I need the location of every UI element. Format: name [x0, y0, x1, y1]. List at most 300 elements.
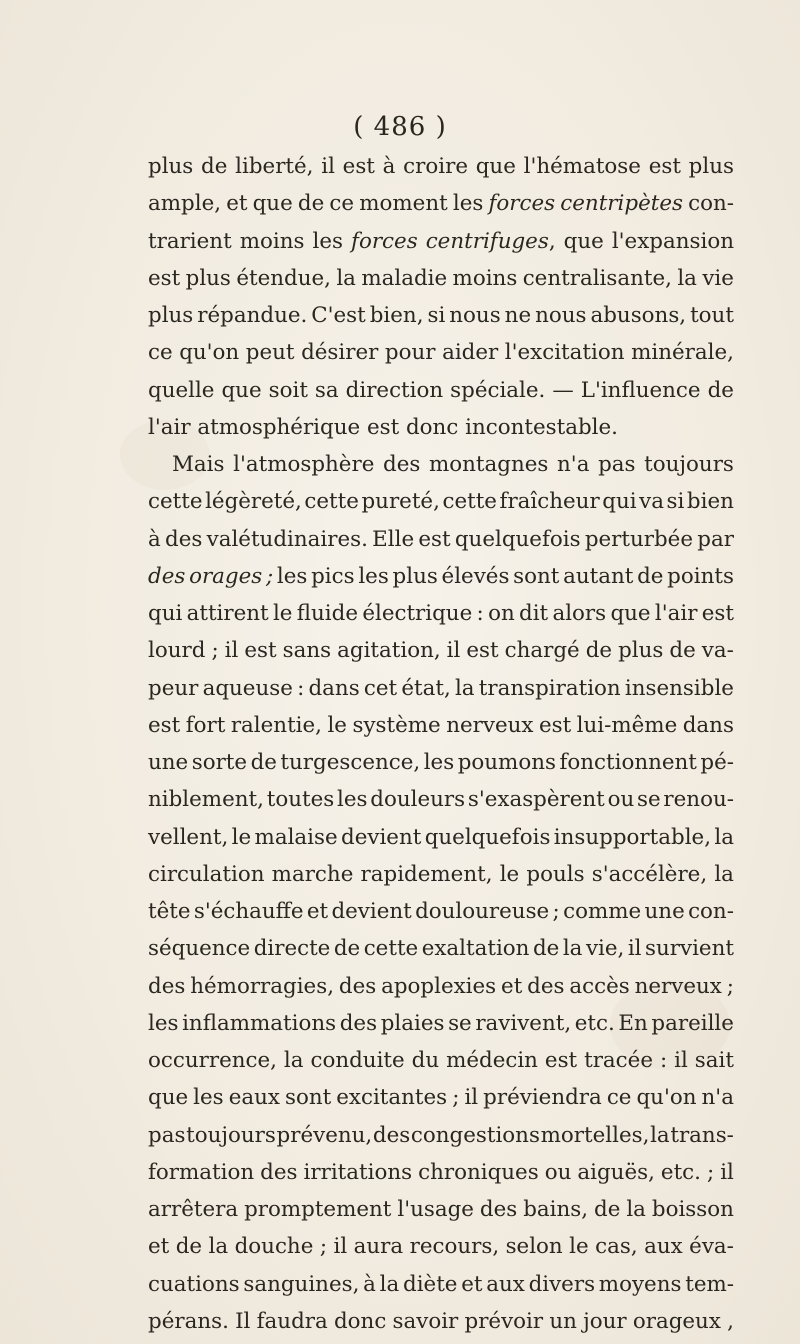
word: orages [189, 563, 263, 589]
word: trarient [148, 228, 232, 254]
word: toujours [644, 452, 734, 477]
word: fort [185, 712, 226, 738]
word: de [201, 154, 228, 179]
word: etc. [660, 1159, 701, 1185]
word: ravivent, [475, 1010, 572, 1036]
word: quelquefois [454, 526, 581, 552]
text-line [148, 1005, 734, 1042]
word: cuations [148, 1271, 240, 1297]
word: électrique [362, 601, 473, 626]
word: renou- [663, 787, 734, 813]
word: n'a [557, 452, 590, 477]
word: croire [403, 154, 468, 179]
word: ; [552, 899, 560, 924]
word: promptement [244, 1197, 392, 1222]
text-line [148, 185, 734, 222]
word: douche [234, 1234, 314, 1260]
word: des [148, 973, 186, 999]
word: : [476, 601, 484, 626]
word: chargé [504, 638, 580, 664]
word: plus [148, 154, 194, 179]
word: et [306, 899, 329, 924]
word: accès [569, 973, 630, 999]
word: s'échauffe [193, 899, 304, 924]
word: plus [688, 154, 734, 179]
word: conduite [310, 1048, 405, 1073]
word: toutes [266, 787, 335, 813]
word: moment [359, 191, 448, 217]
word: recours, [409, 1234, 500, 1260]
word: pouls [526, 861, 585, 887]
text-line [148, 968, 734, 1005]
word: plus [148, 303, 194, 328]
word: qu'on [636, 1085, 697, 1111]
word: maladie [361, 265, 448, 291]
word: aqueuse [202, 675, 293, 701]
word: il [464, 1085, 479, 1111]
word: préviendra [483, 1085, 602, 1111]
word: l'expansion [611, 228, 734, 254]
word: il [224, 638, 239, 664]
page-number: ( 486 ) [353, 112, 447, 142]
word: le [231, 824, 252, 850]
word: tracée [584, 1048, 653, 1073]
text-segment: l'air atmosphérique est donc incontestable. [148, 414, 618, 440]
word: va- [701, 638, 734, 664]
text-line [148, 1079, 734, 1116]
word: aux [486, 1271, 525, 1297]
word: à [148, 526, 161, 552]
word: légèreté, [205, 489, 302, 515]
text-line [148, 297, 734, 334]
word: les [423, 750, 455, 775]
word: devient [331, 899, 412, 924]
word: et [148, 1234, 170, 1260]
word: liberté, [235, 154, 314, 179]
word: pérans. [148, 1308, 229, 1334]
word: sont [284, 1085, 332, 1111]
word: le [327, 712, 347, 738]
text-line [148, 334, 734, 371]
word: sa [314, 377, 339, 403]
word: système [352, 712, 441, 738]
word: dans [308, 675, 360, 701]
word: étendue, [236, 265, 331, 291]
word: con- [688, 191, 734, 217]
word: des [383, 452, 421, 477]
word: malaise [254, 824, 338, 850]
word: cette [442, 489, 497, 515]
word: pas [598, 452, 636, 477]
word: élevés [441, 563, 510, 589]
word: de [297, 191, 325, 217]
word: plus [618, 638, 664, 664]
word: de [333, 936, 361, 962]
word: dit [519, 601, 549, 626]
word: la [626, 1197, 646, 1222]
word: orageux [632, 1308, 721, 1334]
word: la [208, 1234, 229, 1260]
word: le [272, 601, 293, 626]
word: vie [702, 265, 734, 291]
word: est [244, 638, 277, 664]
word: les [193, 1085, 224, 1111]
word: l'atmosphère [233, 452, 375, 477]
text-line [148, 446, 734, 483]
word: sorte [191, 750, 248, 775]
word: Il [235, 1308, 251, 1334]
word: et [226, 191, 248, 217]
word: l'hématose [523, 154, 641, 179]
text-line [148, 632, 734, 669]
word: C'est [311, 303, 366, 328]
word: Mais [172, 452, 225, 477]
word: que [221, 377, 262, 403]
word: et [501, 973, 523, 999]
word: du [411, 1048, 440, 1073]
word: selon [505, 1234, 563, 1260]
word: le [499, 861, 520, 887]
text-line [148, 819, 734, 856]
word: jour [583, 1308, 627, 1334]
word: à [382, 154, 396, 179]
word: circulation [148, 861, 265, 887]
word: ou [607, 787, 635, 813]
word: plaies [380, 1010, 445, 1036]
word: fluide [296, 601, 359, 626]
word: ample, [148, 191, 222, 217]
word: moins [452, 265, 518, 291]
word: désirer [301, 340, 379, 366]
word: des [479, 1197, 518, 1222]
word: il [674, 1048, 688, 1073]
word: éva- [689, 1234, 734, 1260]
word: va [639, 489, 664, 515]
word: : [659, 1048, 668, 1073]
word: des [527, 973, 565, 999]
word: la [677, 265, 697, 291]
word: il [720, 1159, 734, 1185]
word: ou [544, 1159, 572, 1185]
text-line [148, 1266, 734, 1303]
word: nous [535, 303, 587, 328]
word: répandue. [197, 303, 308, 328]
word: pics [311, 563, 355, 589]
text-line [148, 670, 734, 707]
word: aider [442, 340, 499, 366]
word: centripètes [560, 191, 683, 217]
word: est [701, 601, 734, 626]
word: minérale, [631, 340, 734, 366]
word: bains, [523, 1197, 589, 1222]
word: ; [319, 1234, 328, 1260]
text-line [148, 1303, 734, 1340]
word: divers [528, 1271, 596, 1297]
word: est [466, 638, 499, 664]
word: de [250, 750, 277, 775]
text-line [148, 856, 734, 893]
word: il [333, 1234, 348, 1260]
word: transpiration [478, 675, 621, 701]
word: pureté, [361, 489, 440, 515]
text-line [148, 1228, 734, 1265]
word: insupportable, [553, 824, 711, 850]
word: s'accélère, [591, 861, 708, 887]
word: lourd [148, 638, 206, 664]
word: la [714, 861, 734, 887]
word: que [252, 191, 293, 217]
word: trans- [670, 1122, 734, 1148]
word: la [562, 936, 583, 962]
word: cette [363, 936, 419, 962]
word: bien [686, 489, 734, 515]
word: forces [488, 191, 556, 217]
word: — [552, 377, 574, 403]
word: si [427, 303, 446, 328]
word: vie, [585, 936, 625, 962]
word: l'excitation [504, 340, 625, 366]
word: l'air [654, 601, 698, 626]
word: s'exaspèrent [467, 787, 605, 813]
word: un [549, 1308, 577, 1334]
word: bien, [369, 303, 424, 328]
text-line [148, 483, 734, 520]
word: la [454, 675, 475, 701]
word: pé- [700, 750, 734, 775]
word: douloureuse [415, 899, 550, 924]
text-line [148, 521, 734, 558]
word: valétudinaires. [206, 526, 368, 552]
word: aux [644, 1234, 683, 1260]
word: cet [363, 675, 398, 701]
word: points [667, 563, 734, 589]
word: nerveux [446, 712, 534, 738]
word: des [338, 973, 377, 999]
word: attirent [186, 601, 269, 626]
word: par [697, 526, 734, 552]
text-line [148, 260, 734, 297]
word: séquence [148, 936, 251, 962]
text-line [148, 1154, 734, 1191]
word: est [544, 1048, 578, 1073]
word: qui [148, 601, 183, 626]
word: direction [345, 377, 444, 403]
word: mortelles, [540, 1122, 650, 1148]
word: la [283, 1048, 304, 1073]
word: alors [552, 601, 607, 626]
word: fonctionnent [559, 750, 697, 775]
word: cette [148, 489, 203, 515]
word: ; [452, 1085, 460, 1111]
word: tem- [685, 1271, 734, 1297]
word: des [339, 1010, 378, 1036]
text-line [148, 707, 734, 744]
word: les [336, 787, 368, 813]
word: est [148, 712, 181, 738]
word: arrêtera [148, 1197, 239, 1222]
word: des [372, 1122, 411, 1148]
word: etc. [574, 1010, 615, 1036]
word: des [260, 1159, 298, 1185]
word: En [618, 1010, 648, 1036]
word: peut [245, 340, 295, 366]
text-line [148, 781, 734, 818]
word: prévenu, [276, 1122, 373, 1148]
word: excitantes [336, 1085, 448, 1111]
word: pareille [651, 1010, 734, 1036]
word: irritations [303, 1159, 413, 1185]
word: moyens [598, 1271, 682, 1297]
word: pas [148, 1122, 186, 1148]
word: à [363, 1271, 376, 1297]
word: état, [401, 675, 451, 701]
word: cette [304, 489, 359, 515]
word: congestions [410, 1122, 540, 1148]
word: forces [351, 228, 418, 254]
word: les [452, 191, 484, 217]
word: diète [403, 1271, 458, 1297]
text-line [148, 930, 734, 967]
word: ; [726, 973, 734, 999]
word: qui [602, 489, 637, 515]
word: des [165, 526, 203, 552]
word: directe [253, 936, 331, 962]
word: cas, [595, 1234, 638, 1260]
word: il [321, 154, 335, 179]
word: aura [353, 1234, 404, 1260]
word: toujours [186, 1122, 276, 1148]
word: médecin [446, 1048, 538, 1073]
text-line [148, 1191, 734, 1228]
word: les [312, 228, 343, 254]
word: ne [504, 303, 532, 328]
text-line [148, 1042, 734, 1079]
word: ce [606, 1085, 632, 1111]
word: plus [185, 265, 231, 291]
word: est [418, 526, 451, 552]
word: vellent, [148, 824, 229, 850]
word: L'influence [580, 377, 701, 403]
word: poumons [457, 750, 556, 775]
word: ce [329, 191, 355, 217]
word: qu'on [179, 340, 240, 366]
word: boisson [651, 1197, 734, 1222]
word: pour [384, 340, 436, 366]
word: plus [392, 563, 438, 589]
body-text [148, 148, 734, 1340]
word: comme [563, 899, 642, 924]
word: soit [268, 377, 308, 403]
word: de [532, 936, 560, 962]
word: si [666, 489, 685, 515]
word: ; [265, 563, 274, 589]
word: l'usage [397, 1197, 474, 1222]
word: il [627, 936, 642, 962]
text-line [148, 409, 734, 446]
text-line [148, 893, 734, 930]
text-line [148, 148, 734, 185]
word: de [669, 638, 696, 664]
text-line [148, 595, 734, 632]
word: tête [148, 899, 191, 924]
word: de [175, 1234, 203, 1260]
word: que [563, 228, 604, 254]
word: une [148, 750, 189, 775]
word: se [637, 787, 661, 813]
word: nous [449, 303, 501, 328]
word: des [148, 563, 186, 589]
word: prévoir [464, 1308, 544, 1334]
word: est [342, 154, 375, 179]
word: perturbée [584, 526, 693, 552]
word: moins [239, 228, 305, 254]
text-line [148, 558, 734, 595]
word: dans [682, 712, 734, 738]
word: donc [333, 1308, 387, 1334]
text-line [148, 372, 734, 409]
word: les [358, 563, 389, 589]
word: con- [688, 899, 734, 924]
word: niblement, [148, 787, 264, 813]
word: les [276, 563, 308, 589]
word: chroniques [418, 1159, 539, 1185]
word: se [448, 1010, 472, 1036]
word: il [446, 638, 461, 664]
word: autant [563, 563, 634, 589]
word: : [297, 675, 305, 701]
word: est [648, 154, 681, 179]
word: la [650, 1122, 670, 1148]
word: , [727, 1308, 734, 1334]
word: turgescence, [280, 750, 421, 775]
word: une [644, 899, 685, 924]
word: sont [513, 563, 560, 589]
word: savoir [392, 1308, 459, 1334]
word: centrifuges, [425, 228, 556, 254]
word: faudra [256, 1308, 328, 1334]
word: de [585, 638, 613, 664]
word: abusons, [590, 303, 687, 328]
word: lui-même [576, 712, 678, 738]
word: survient [645, 936, 734, 962]
word: hémorragies, [190, 973, 334, 999]
word: centralisante, [522, 265, 672, 291]
word: de [637, 563, 664, 589]
word: quelquefois [424, 824, 551, 850]
word: apoplexies [381, 973, 497, 999]
word: les [148, 1010, 179, 1036]
word: fraîcheur [499, 489, 600, 515]
word: n'a [701, 1085, 734, 1111]
word: de [594, 1197, 621, 1222]
text-line [148, 1117, 734, 1154]
word: exaltation [421, 936, 530, 962]
word: tout [690, 303, 734, 328]
word: la [714, 824, 734, 850]
word: sanguines, [243, 1271, 360, 1297]
word: montagnes [428, 452, 549, 477]
word: occurrence, [148, 1048, 277, 1073]
text-line [148, 744, 734, 781]
word: est [538, 712, 572, 738]
word: ralentie, [230, 712, 322, 738]
word: marche [271, 861, 354, 887]
word: la [379, 1271, 400, 1297]
word: douleurs [370, 787, 466, 813]
word: sans [282, 638, 332, 664]
word: insensible [624, 675, 734, 701]
word: de [707, 377, 734, 403]
